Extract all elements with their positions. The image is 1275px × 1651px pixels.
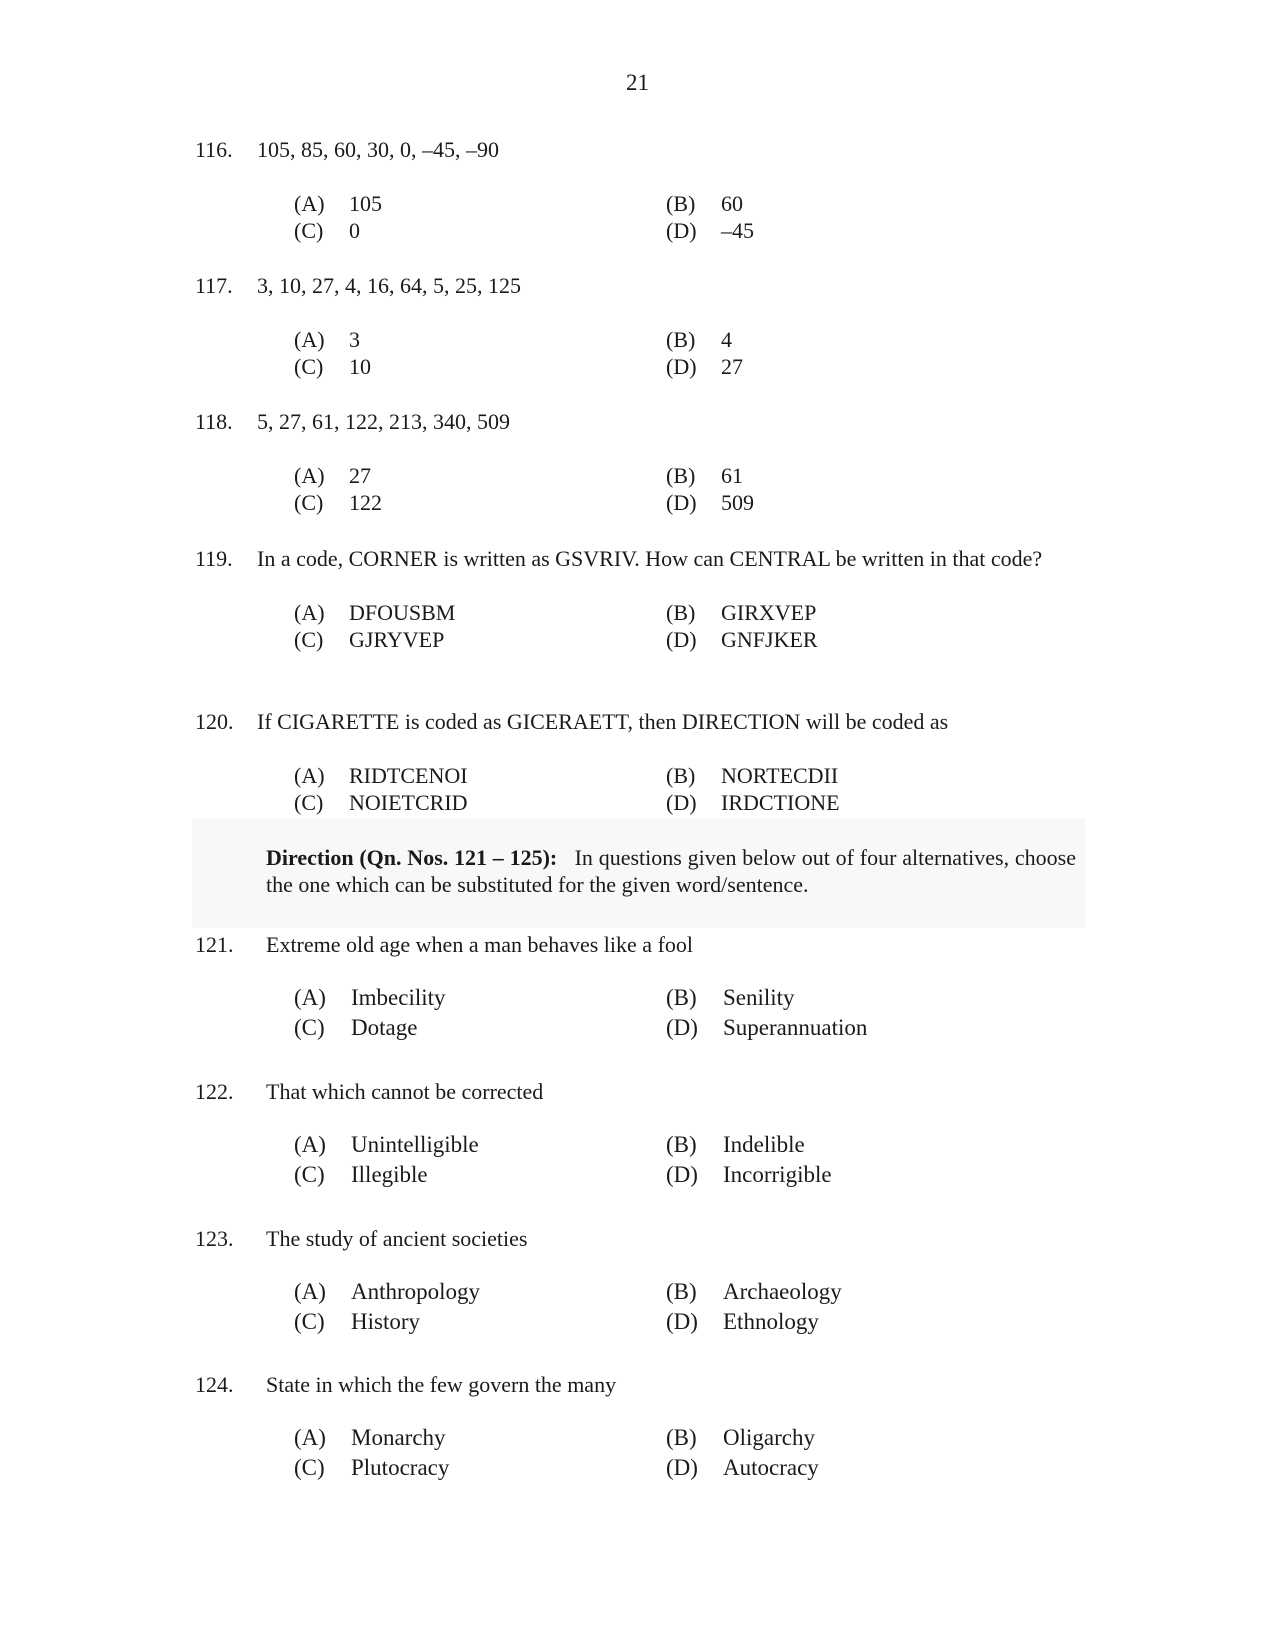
option-text: 122	[349, 490, 382, 515]
options-grid	[294, 599, 1085, 653]
question-text: 105, 85, 60, 30, 0, –45, –90	[257, 137, 499, 162]
options-grid	[294, 326, 1085, 380]
question-number: 117.	[195, 273, 233, 298]
option-text: 60	[721, 191, 743, 216]
option-letter: (C)	[294, 354, 324, 379]
option-d	[666, 789, 966, 816]
direction-text-block	[266, 844, 1076, 898]
option-c	[294, 489, 666, 516]
option-a	[294, 599, 666, 626]
direction-label: Direction (Qn. Nos. 121 – 125):	[266, 845, 558, 870]
option-text: Superannuation	[723, 1015, 868, 1040]
option-text: History	[351, 1309, 420, 1334]
option-letter: (B)	[666, 1425, 697, 1450]
question-118	[195, 408, 1085, 516]
option-letter: (A)	[294, 763, 325, 788]
option-c	[294, 626, 666, 653]
option-letter: (D)	[666, 1309, 698, 1334]
question-text: That which cannot be corrected	[266, 1079, 544, 1104]
option-a	[294, 190, 666, 217]
option-text: Ethnology	[723, 1309, 819, 1334]
option-letter: (D)	[666, 218, 697, 243]
option-text: 3	[349, 327, 360, 352]
option-text: Archaeology	[723, 1279, 842, 1304]
option-c	[294, 217, 666, 244]
options-grid	[294, 1423, 1085, 1483]
option-a	[294, 1277, 666, 1307]
question-text: In a code, CORNER is written as GSVRIV. How can CENTRAL be written in that code?	[257, 546, 1043, 571]
option-c	[294, 1307, 666, 1337]
option-text: GJRYVEP	[349, 627, 445, 652]
option-text: Senility	[723, 985, 795, 1010]
option-letter: (A)	[294, 1132, 326, 1157]
option-b	[666, 1423, 966, 1453]
question-text: State in which the few govern the many	[266, 1372, 617, 1397]
option-c	[294, 789, 666, 816]
question-number: 124.	[195, 1372, 234, 1397]
option-a	[294, 762, 666, 789]
option-letter: (C)	[294, 1455, 325, 1480]
option-letter: (B)	[666, 463, 696, 488]
question-number: 118.	[195, 409, 233, 434]
option-text: Monarchy	[351, 1425, 446, 1450]
direction-body	[563, 845, 575, 870]
question-117	[195, 272, 1085, 380]
option-text: –45	[721, 218, 754, 243]
option-text: GIRXVEP	[721, 600, 817, 625]
question-text: If CIGARETTE is coded as GICERAETT, then DIRECTION will be coded as	[257, 709, 949, 734]
question-124	[195, 1371, 1085, 1483]
option-letter: (A)	[294, 1279, 326, 1304]
option-text: Indelible	[723, 1132, 805, 1157]
option-letter: (D)	[666, 490, 697, 515]
option-letter: (B)	[666, 327, 696, 352]
option-text: 509	[721, 490, 754, 515]
question-text: 3, 10, 27, 4, 16, 64, 5, 25, 125	[257, 273, 521, 298]
option-d	[666, 489, 966, 516]
option-letter: (D)	[666, 354, 697, 379]
question-text: 5, 27, 61, 122, 213, 340, 509	[257, 409, 510, 434]
option-text: Imbecility	[351, 985, 446, 1010]
options-grid	[294, 1277, 1085, 1337]
option-d	[666, 217, 966, 244]
question-119	[195, 545, 1085, 653]
option-b	[666, 762, 966, 789]
question-text: The study of ancient societies	[266, 1226, 528, 1251]
direction-box	[192, 818, 1085, 928]
option-d	[666, 353, 966, 380]
option-letter: (A)	[294, 985, 326, 1010]
option-a	[294, 1130, 666, 1160]
question-number: 119.	[195, 546, 233, 571]
option-letter: (D)	[666, 1455, 698, 1480]
option-text: 0	[349, 218, 360, 243]
option-letter: (B)	[666, 191, 696, 216]
option-text: GNFJKER	[721, 627, 818, 652]
option-c	[294, 353, 666, 380]
option-letter: (C)	[294, 1309, 325, 1334]
option-letter: (A)	[294, 327, 325, 352]
question-123	[195, 1225, 1085, 1337]
option-letter: (D)	[666, 1015, 698, 1040]
option-d	[666, 626, 966, 653]
option-d	[666, 1160, 966, 1190]
option-text: 27	[349, 463, 371, 488]
option-b	[666, 190, 966, 217]
option-letter: (D)	[666, 627, 697, 652]
option-c	[294, 1013, 666, 1043]
option-text: Anthropology	[351, 1279, 481, 1304]
option-letter: (C)	[294, 218, 324, 243]
option-b	[666, 983, 966, 1013]
option-a	[294, 1423, 666, 1453]
question-number: 122.	[195, 1079, 234, 1104]
option-text: 61	[721, 463, 743, 488]
option-text: RIDTCENOI	[349, 763, 468, 788]
option-letter: (B)	[666, 1132, 697, 1157]
option-a	[294, 326, 666, 353]
option-letter: (B)	[666, 763, 696, 788]
question-120	[195, 708, 1085, 816]
option-b	[666, 599, 966, 626]
option-letter: (C)	[294, 627, 324, 652]
option-letter: (B)	[666, 1279, 697, 1304]
option-letter: (B)	[666, 985, 697, 1010]
page-number: 21	[626, 70, 649, 95]
option-letter: (C)	[294, 790, 324, 815]
option-c	[294, 1453, 666, 1483]
options-grid	[294, 983, 1085, 1043]
option-text: Plutocracy	[351, 1455, 450, 1480]
option-text: Autocracy	[723, 1455, 819, 1480]
question-116	[195, 136, 1085, 244]
question-122	[195, 1078, 1085, 1190]
option-letter: (A)	[294, 1425, 326, 1450]
option-text: NORTECDII	[721, 763, 839, 788]
option-c	[294, 1160, 666, 1190]
option-text: 10	[349, 354, 371, 379]
question-number: 120.	[195, 709, 234, 734]
question-121	[195, 931, 1085, 1043]
option-b	[666, 326, 966, 353]
option-d	[666, 1453, 966, 1483]
option-text: 4	[721, 327, 732, 352]
question-number: 123.	[195, 1226, 234, 1251]
option-b	[666, 1277, 966, 1307]
option-text: Incorrigible	[723, 1162, 832, 1187]
option-letter: (B)	[666, 600, 696, 625]
question-number: 121.	[195, 932, 234, 957]
question-text: Extreme old age when a man behaves like a fool	[266, 932, 694, 957]
option-text: Illegible	[351, 1162, 428, 1187]
options-grid	[294, 462, 1085, 516]
option-d	[666, 1013, 966, 1043]
option-letter: (C)	[294, 490, 324, 515]
option-text: 105	[349, 191, 382, 216]
option-letter: (D)	[666, 1162, 698, 1187]
option-text: DFOUSBM	[349, 600, 456, 625]
option-text: IRDCTIONE	[721, 790, 840, 815]
option-letter: (A)	[294, 191, 325, 216]
option-text: NOIETCRID	[349, 790, 468, 815]
option-letter: (A)	[294, 600, 325, 625]
option-a	[294, 462, 666, 489]
option-text: Unintelligible	[351, 1132, 479, 1157]
option-text: Dotage	[351, 1015, 418, 1040]
option-letter: (C)	[294, 1162, 325, 1187]
option-text: Oligarchy	[723, 1425, 815, 1450]
option-d	[666, 1307, 966, 1337]
options-grid	[294, 190, 1085, 244]
options-grid	[294, 762, 1085, 816]
option-letter: (A)	[294, 463, 325, 488]
option-b	[666, 1130, 966, 1160]
option-letter: (C)	[294, 1015, 325, 1040]
direction-instructions: In questions given below out of four alternatives, choose the one which can be substituted for the given word/sentence.	[266, 845, 1076, 897]
option-a	[294, 983, 666, 1013]
options-grid	[294, 1130, 1085, 1190]
question-number: 116.	[195, 137, 233, 162]
option-b	[666, 462, 966, 489]
option-text: 27	[721, 354, 743, 379]
option-letter: (D)	[666, 790, 697, 815]
